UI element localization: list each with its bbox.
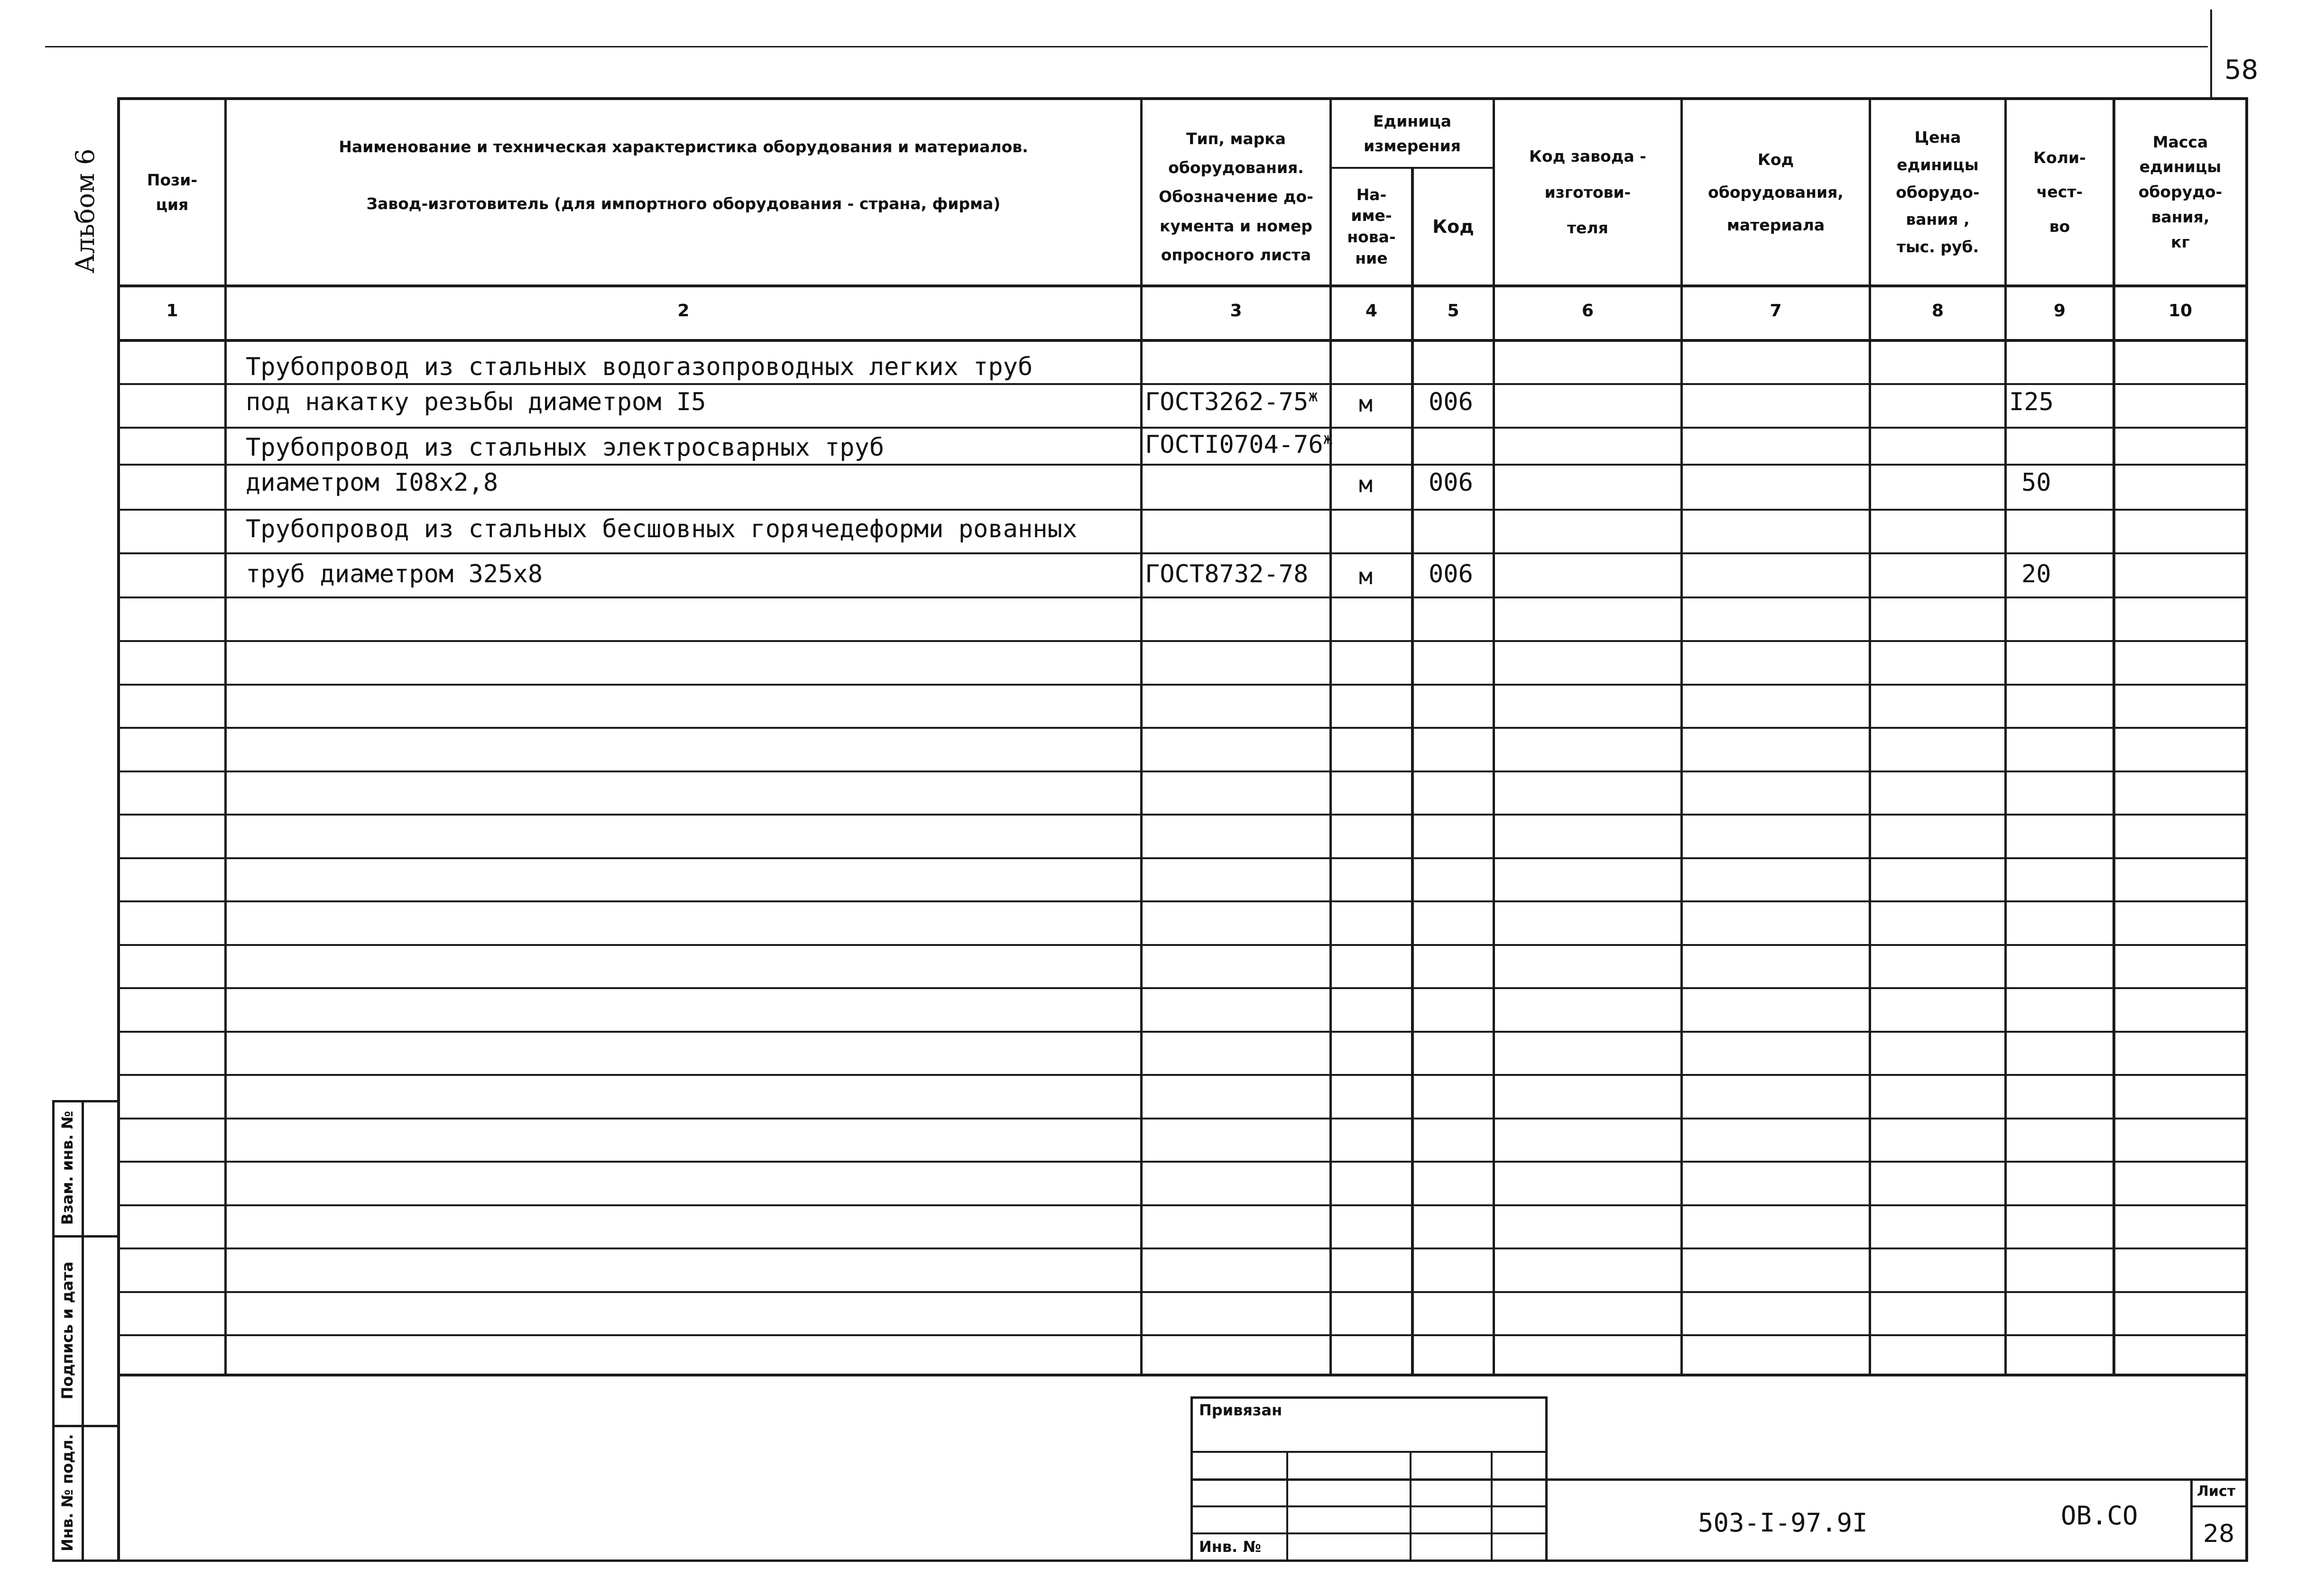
col-line-2 <box>1140 97 1143 1375</box>
row-line <box>117 383 2248 385</box>
row-6-code: 006 <box>1429 560 1473 588</box>
page-number-divider <box>2210 9 2212 97</box>
row-4-qty: 50 <box>2021 468 2051 497</box>
row-line <box>117 857 2248 859</box>
col-number-2: 2 <box>677 301 690 321</box>
col-line-6 <box>1680 97 1683 1375</box>
row-1-name: Трубопровод из стальных водогазопроводных легких труб <box>246 353 1033 381</box>
list-number: 28 <box>2203 1520 2235 1548</box>
col-number-4: 4 <box>1365 301 1378 321</box>
side-stamp-mid-line <box>82 1100 84 1562</box>
col-line-7 <box>1869 97 1871 1375</box>
row-4-unit: м <box>1359 471 1373 498</box>
header-bottom-line <box>117 284 2248 287</box>
list-box-left-line <box>2190 1478 2193 1562</box>
col-number-1: 1 <box>166 301 178 321</box>
top-border <box>45 46 2208 47</box>
album-label: Альбом 6 <box>70 148 100 274</box>
side-stamp-inv-podl: Инв. № подл. <box>58 1434 76 1551</box>
row-line <box>117 1031 2248 1033</box>
row-line <box>117 900 2248 902</box>
row-line <box>117 814 2248 816</box>
title-block-inner-1 <box>1286 1451 1288 1562</box>
row-line <box>117 1334 2248 1336</box>
col-line-1 <box>224 97 227 1375</box>
column-number-bottom-line <box>117 339 2248 342</box>
side-stamp-podpis: Подпись и дата <box>58 1261 76 1400</box>
row-3-doc: $ГОСТI0704-76^ж$ <box>1145 429 1333 459</box>
col-line-3 <box>1329 97 1332 1375</box>
title-block-line-4 <box>1190 1532 1548 1534</box>
row-6-qty: 20 <box>2021 560 2051 588</box>
row-3-name: Трубопровод из стальных электросварных труб <box>246 433 885 462</box>
row-4-name: диаметром I08x2,8 <box>246 468 498 497</box>
inv-no-label: Инв. № <box>1199 1538 1261 1556</box>
row-4-code: 006 <box>1429 468 1473 497</box>
row-line <box>117 944 2248 946</box>
title-block-inner-2 <box>1410 1451 1411 1562</box>
col-number-7: 7 <box>1770 301 1782 321</box>
list-label: Лист <box>2197 1483 2236 1500</box>
title-block-line-3 <box>1190 1505 1548 1507</box>
page-number: 58 <box>2224 55 2259 85</box>
section-code: ОВ.СО <box>2061 1501 2138 1531</box>
row-line <box>117 1118 2248 1119</box>
row-2-code: 006 <box>1429 388 1473 416</box>
row-line <box>117 1161 2248 1163</box>
header-name-line2: Завод-изготовитель (для импортного оборудования - страна, фирма) <box>366 194 1001 213</box>
title-block-line-2 <box>1190 1478 2248 1481</box>
row-6-name: труб диаметром 325x8 <box>246 560 543 588</box>
row-line <box>117 727 2248 729</box>
header-unit-mass: Масса единицы оборудо- вания, кг <box>2138 132 2223 251</box>
side-stamp-vzam: Взам. инв. № <box>58 1110 76 1225</box>
side-stamp-left-line <box>52 1100 55 1562</box>
col-line-8 <box>2004 97 2007 1375</box>
row-line <box>117 509 2248 511</box>
header-unit-price: Цена единицы оборудо- вания , тыс. руб. <box>1896 128 1980 257</box>
row-2-unit: м <box>1359 391 1373 417</box>
row-line <box>117 770 2248 772</box>
col-line-9 <box>2113 97 2115 1375</box>
title-block-line-1 <box>1190 1451 1548 1453</box>
row-5-name: Трубопровод из стальных бесшовных горячедеформи рованных <box>246 515 1078 543</box>
col-number-9: 9 <box>2053 301 2066 321</box>
header-position: Пози- ция <box>147 171 198 214</box>
header-quantity: Коли- чест- во <box>2033 148 2086 236</box>
header-type-doc: Тип, марка оборудования. Обозначение до- кумента и номер опросного листа <box>1159 129 1313 264</box>
header-factory-code: Код завода - изготови- теля <box>1529 147 1646 238</box>
col-number-6: 6 <box>1581 301 1594 321</box>
list-box-mid-line <box>2190 1505 2248 1507</box>
title-block-top-line <box>1190 1396 1548 1399</box>
header-unit-name: На- име- нова- ние <box>1347 185 1396 267</box>
col-number-5: 5 <box>1447 301 1459 321</box>
col-number-8: 8 <box>1931 301 1944 321</box>
row-6-doc: ГОСТ8732-78 <box>1145 560 1309 588</box>
col-line-5 <box>1493 97 1495 1375</box>
row-line <box>117 1074 2248 1076</box>
row-line <box>117 464 2248 466</box>
header-equipment-code: Код оборудования, материала <box>1708 150 1844 235</box>
header-name-line1: Наименование и техническая характеристика оборудования и материалов. <box>339 138 1028 156</box>
row-line <box>117 1247 2248 1249</box>
row-2-doc: $ГОСТ3262-75^ж$ <box>1145 386 1318 416</box>
row-line <box>117 640 2248 642</box>
right-frame-line <box>2245 97 2248 1562</box>
page-bottom-line <box>52 1559 2248 1562</box>
row-line <box>117 1204 2248 1206</box>
row-line <box>117 596 2248 598</box>
col-number-3: 3 <box>1230 301 1242 321</box>
row-2-name: под накатку резьбы диаметром I5 <box>246 388 706 416</box>
document-code: 503-I-97.9I <box>1698 1508 1868 1538</box>
row-line <box>117 427 2248 429</box>
row-6-unit: м <box>1359 563 1373 590</box>
row-line <box>117 684 2248 686</box>
title-block-inner-3 <box>1491 1451 1493 1562</box>
row-2-qty: I25 <box>2009 388 2054 416</box>
header-unit-code: Код <box>1432 216 1474 237</box>
row-line <box>117 1291 2248 1293</box>
table-bottom-line <box>117 1374 2248 1376</box>
header-unit-group: Единица измерения <box>1364 112 1461 155</box>
row-line <box>117 987 2248 989</box>
privyazan-label: Привязан <box>1199 1401 1282 1419</box>
row-line <box>117 552 2248 554</box>
col-number-10: 10 <box>2168 301 2193 321</box>
